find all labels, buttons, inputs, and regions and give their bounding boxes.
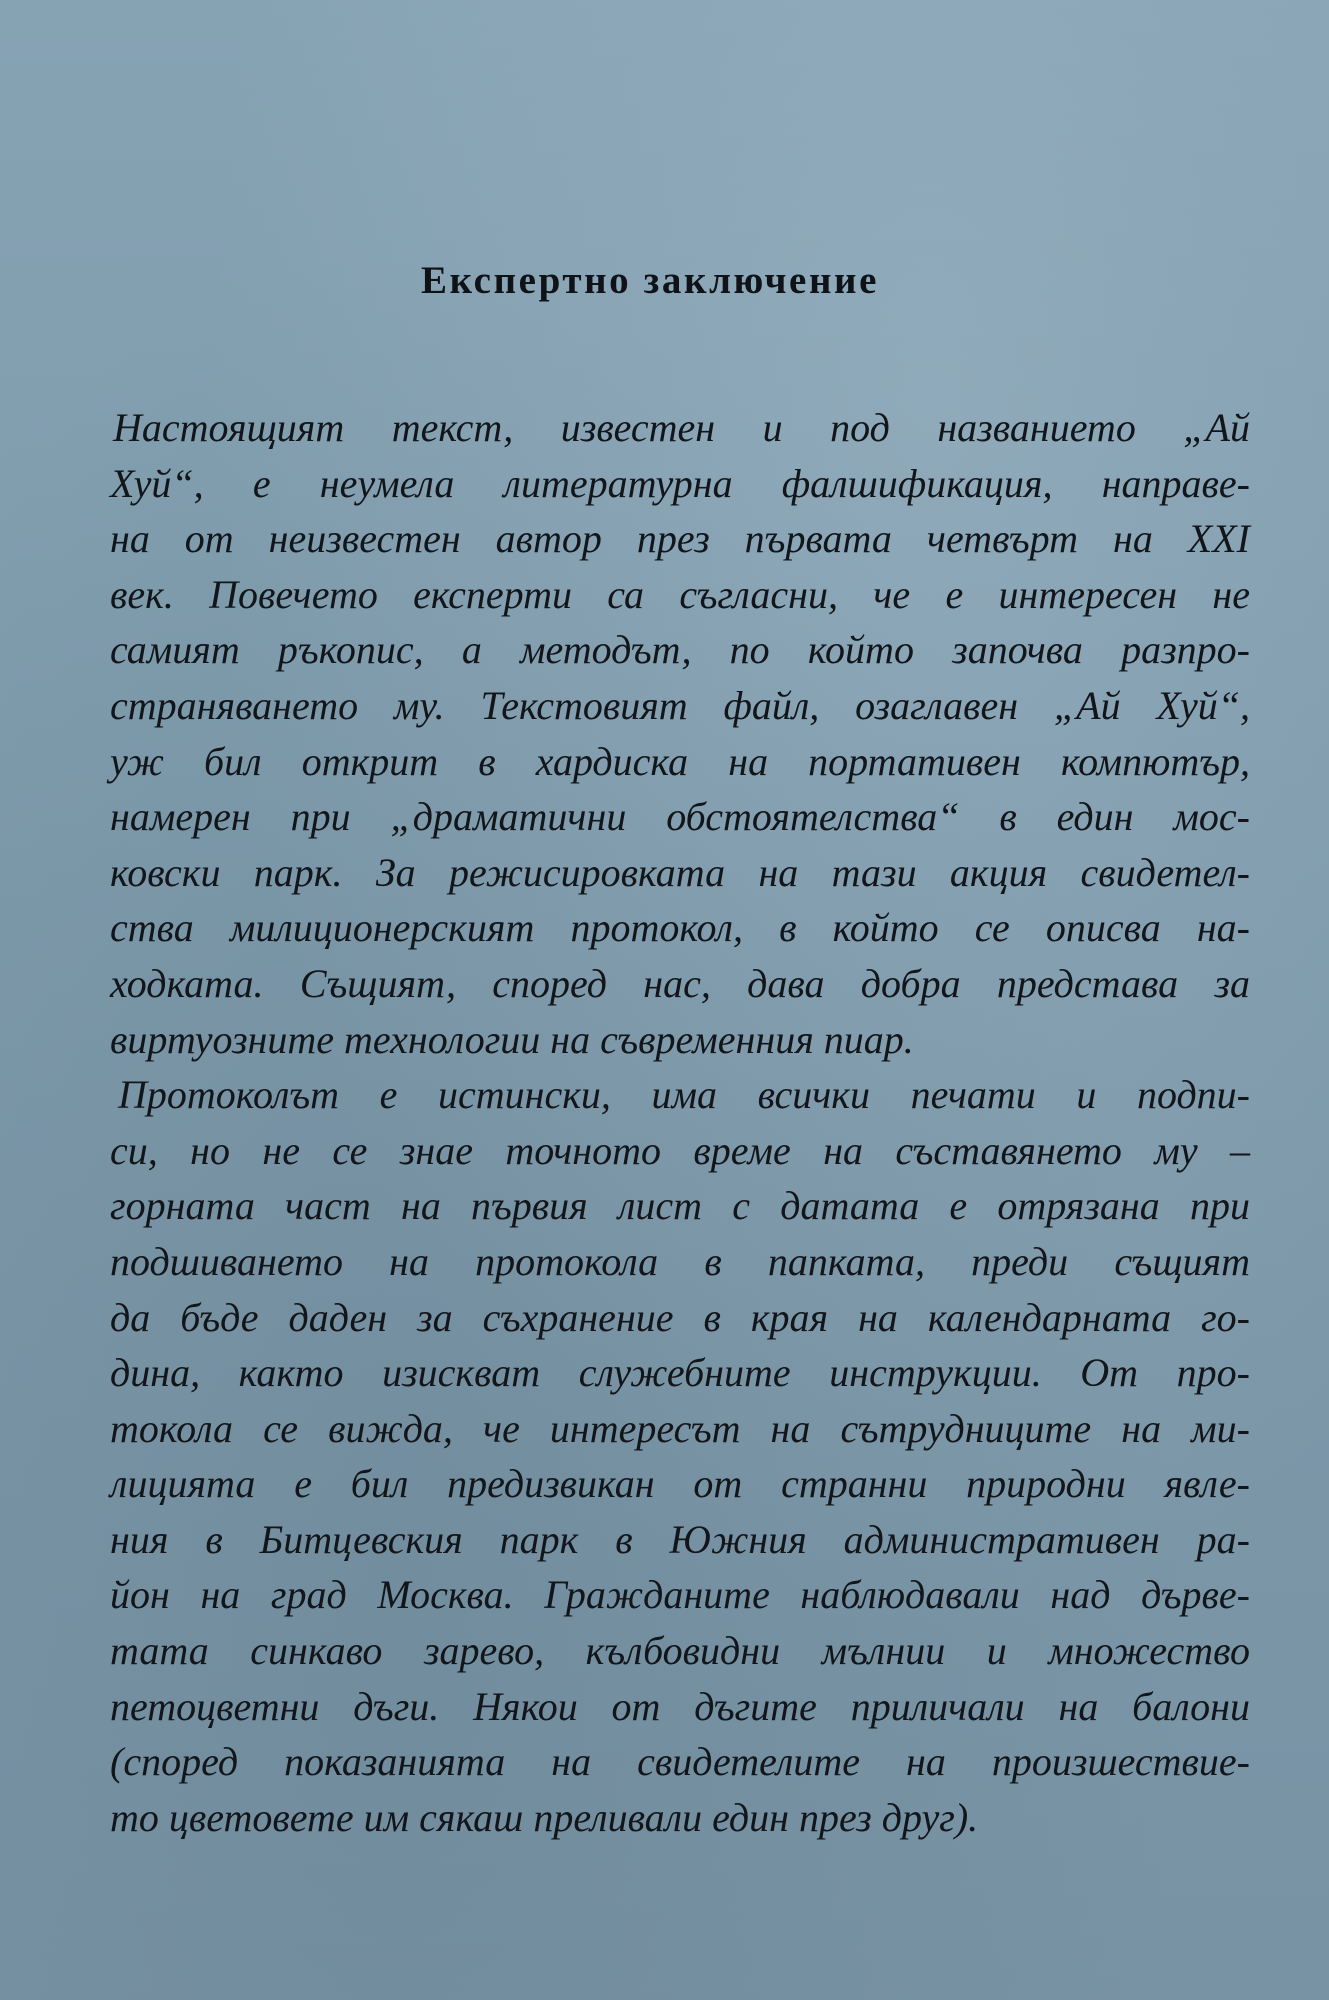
text-line: на от неизвестен автор през първата четвърт на XXI <box>110 516 1250 562</box>
text-line: Настоящият текст, известен и под названието „Ай <box>113 405 1250 450</box>
paragraph-1 <box>110 400 1250 1067</box>
text-line: уж бил открит в хардиска на портативен компютър, <box>110 738 1250 784</box>
text-line: да бъде даден за съхранение в края на календарната го- <box>110 1294 1250 1340</box>
page-title: Експертно заключение <box>420 259 880 302</box>
text-line: ства милиционерският протокол, в който се описва на- <box>110 905 1250 951</box>
text-line: горната част на първия лист с датата е отрязана при <box>110 1183 1250 1229</box>
text-line: ния в Битцевския парк в Южния административен ра- <box>110 1516 1250 1562</box>
text-line: страняването му. Текстовият файл, озаглавен „Ай Хуй“, <box>110 682 1250 728</box>
text-line: си, но не се знае точното време на съставянето му – <box>110 1127 1250 1173</box>
body-text <box>110 400 1250 1845</box>
paragraph-2 <box>110 1067 1250 1845</box>
text-line: век. Повечето експерти са съгласни, че е интересен не <box>110 571 1250 617</box>
text-line: лицията е бил предизвикан от странни природни явле- <box>110 1461 1250 1507</box>
text-line: Протоколът е истински, има всички печати и подпи- <box>118 1072 1250 1118</box>
text-line: ковски парк. За режисировката на тази акция свидетел- <box>110 849 1250 895</box>
text-line: то цветовете им сякаш преливали един през друг). <box>110 1794 979 1840</box>
text-line: виртуозните технологии на съвременния пиар. <box>110 1016 914 1062</box>
text-line: самият ръкопис, а методът, по който започва разпро- <box>110 627 1250 673</box>
text-line: йон на град Москва. Гражданите наблюдавали над дърве- <box>110 1572 1250 1618</box>
text-line: токола се вижда, че интересът на сътрудниците на ми- <box>110 1405 1250 1451</box>
text-line: намерен при „драматични обстоятелства“ в един мос- <box>110 794 1250 840</box>
text-line: петоцветни дъги. Някои от дъгите приличали на балони <box>110 1683 1250 1729</box>
text-line: Хуй“, е неумела литературна фалшификация, направе- <box>110 460 1250 506</box>
text-line: (според показанията на свидетелите на произшествие- <box>110 1739 1250 1785</box>
text-line: подшиването на протокола в папката, преди същият <box>110 1238 1250 1284</box>
text-line: тата синкаво зарево, кълбовидни мълнии и множество <box>110 1628 1250 1674</box>
text-line: ходката. Същият, според нас, дава добра представа за <box>110 960 1250 1006</box>
text-line: дина, както изискват служебните инструкции. От про- <box>110 1350 1250 1396</box>
